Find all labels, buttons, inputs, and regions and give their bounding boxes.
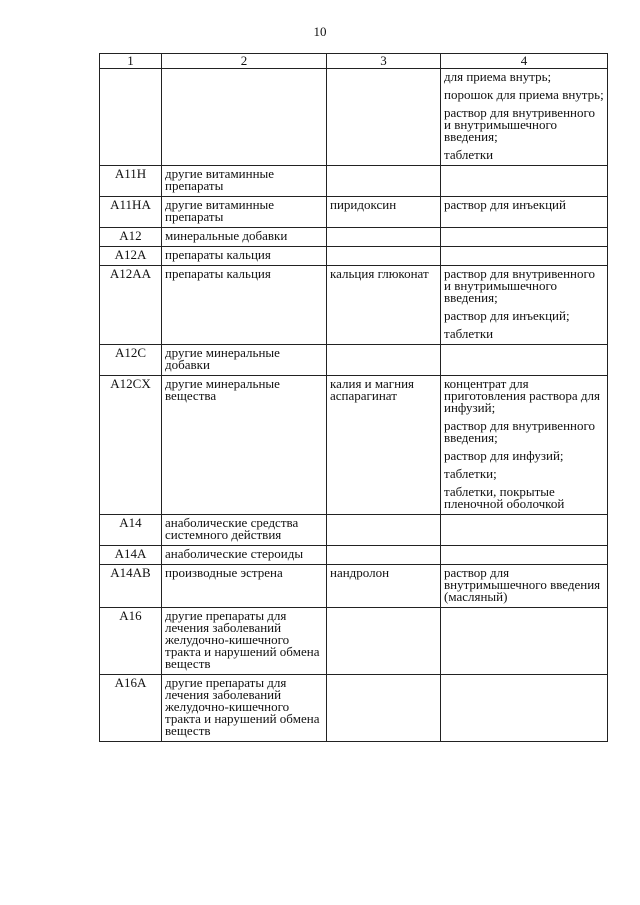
substance-cell (327, 608, 441, 675)
group-name-cell: препараты кальция (162, 247, 327, 266)
atc-code-cell: A11H (100, 166, 162, 197)
substance-cell (327, 228, 441, 247)
table-row (100, 228, 608, 247)
table-row (100, 565, 608, 608)
dosage-form-item: таблетки (444, 326, 494, 341)
dosage-forms-cell (441, 166, 608, 197)
dosage-form-item: таблетки, покрытые пленочной оболочкой (444, 484, 565, 511)
dosage-forms-cell (441, 546, 608, 565)
column-header-3: 3 (327, 54, 441, 69)
dosage-forms-cell (441, 515, 608, 546)
table-row (100, 608, 608, 675)
substance-cell: калия и магния аспарагинат (327, 376, 441, 515)
atc-code-cell: A12AA (100, 266, 162, 345)
group-name-cell: препараты кальция (162, 266, 327, 345)
table-row (100, 69, 608, 166)
page-number: 10 (313, 24, 327, 39)
table-row (100, 675, 608, 742)
dosage-forms-cell (441, 197, 608, 228)
table-row (100, 166, 608, 197)
dosage-form-item: концентрат для приготовления раствора для инфузий; (444, 376, 600, 415)
group-name-cell: другие витаминные препараты (162, 197, 327, 228)
atc-code-cell: A14AB (100, 565, 162, 608)
dosage-form-item: порошок для приема внутрь; (444, 87, 604, 102)
dosage-form-item: раствор для внутримышечного введения (масляный) (444, 565, 601, 604)
table-header (100, 54, 608, 69)
column-header-4: 4 (441, 54, 608, 69)
atc-code-cell: A12CX (100, 376, 162, 515)
table-body (100, 69, 608, 742)
dosage-form-item: раствор для внутривенного и внутримышечного введения; (444, 105, 595, 144)
substance-cell (327, 546, 441, 565)
dosage-forms-cell (441, 675, 608, 742)
dosage-form-item: раствор для инъекций; (444, 308, 570, 323)
group-name-cell: другие минеральные вещества (162, 376, 327, 515)
group-name-cell (162, 69, 327, 166)
group-name-cell: другие препараты для лечения заболеваний желудочно-кишечного тракта и нарушений обмена веществ (162, 675, 327, 742)
dosage-forms-cell (441, 565, 608, 608)
dosage-form-item: раствор для внутривенного и внутримышечного введения; (444, 266, 595, 305)
dosage-forms-cell (441, 376, 608, 515)
substance-cell: пиридоксин (327, 197, 441, 228)
group-name-cell: минеральные добавки (162, 228, 327, 247)
dosage-forms-cell (441, 266, 608, 345)
dosage-form-item: для приема внутрь; (444, 69, 552, 84)
substance-cell (327, 247, 441, 266)
substance-cell: нандролон (327, 565, 441, 608)
column-header-2: 2 (162, 54, 327, 69)
group-name-cell: другие минеральные добавки (162, 345, 327, 376)
table-row (100, 345, 608, 376)
substance-cell: кальция глюконат (327, 266, 441, 345)
substance-cell (327, 515, 441, 546)
group-name-cell: производные эстрена (162, 565, 327, 608)
drug-table (99, 53, 608, 742)
substance-cell (327, 166, 441, 197)
atc-code-cell: A14A (100, 546, 162, 565)
table-row (100, 197, 608, 228)
table-row (100, 515, 608, 546)
atc-code-cell: A12C (100, 345, 162, 376)
dosage-forms-cell (441, 69, 608, 166)
atc-code-cell: A16 (100, 608, 162, 675)
group-name-cell: анаболические средства системного действия (162, 515, 327, 546)
header-row (100, 54, 608, 69)
table-row (100, 546, 608, 565)
dosage-forms-cell (441, 608, 608, 675)
dosage-form-item: раствор для инфузий; (444, 448, 564, 463)
table-row (100, 247, 608, 266)
table-row (100, 266, 608, 345)
group-name-cell: другие препараты для лечения заболеваний желудочно-кишечного тракта и нарушений обмена веществ (162, 608, 327, 675)
atc-code-cell: A14 (100, 515, 162, 546)
table-row (100, 376, 608, 515)
atc-code-cell (100, 69, 162, 166)
atc-code-cell: A11HA (100, 197, 162, 228)
dosage-form-item: раствор для инъекций (444, 197, 566, 212)
atc-code-cell: A12A (100, 247, 162, 266)
dosage-form-item: таблетки; (444, 466, 497, 481)
atc-code-cell: A16A (100, 675, 162, 742)
dosage-forms-cell (441, 247, 608, 266)
atc-code-cell: A12 (100, 228, 162, 247)
group-name-cell: анаболические стероиды (162, 546, 327, 565)
dosage-form-item: раствор для внутривенного введения; (444, 418, 595, 445)
dosage-forms-cell (441, 228, 608, 247)
dosage-form-item: таблетки (444, 147, 494, 162)
dosage-forms-cell (441, 345, 608, 376)
substance-cell (327, 69, 441, 166)
substance-cell (327, 675, 441, 742)
column-header-1: 1 (100, 54, 162, 69)
group-name-cell: другие витаминные препараты (162, 166, 327, 197)
substance-cell (327, 345, 441, 376)
